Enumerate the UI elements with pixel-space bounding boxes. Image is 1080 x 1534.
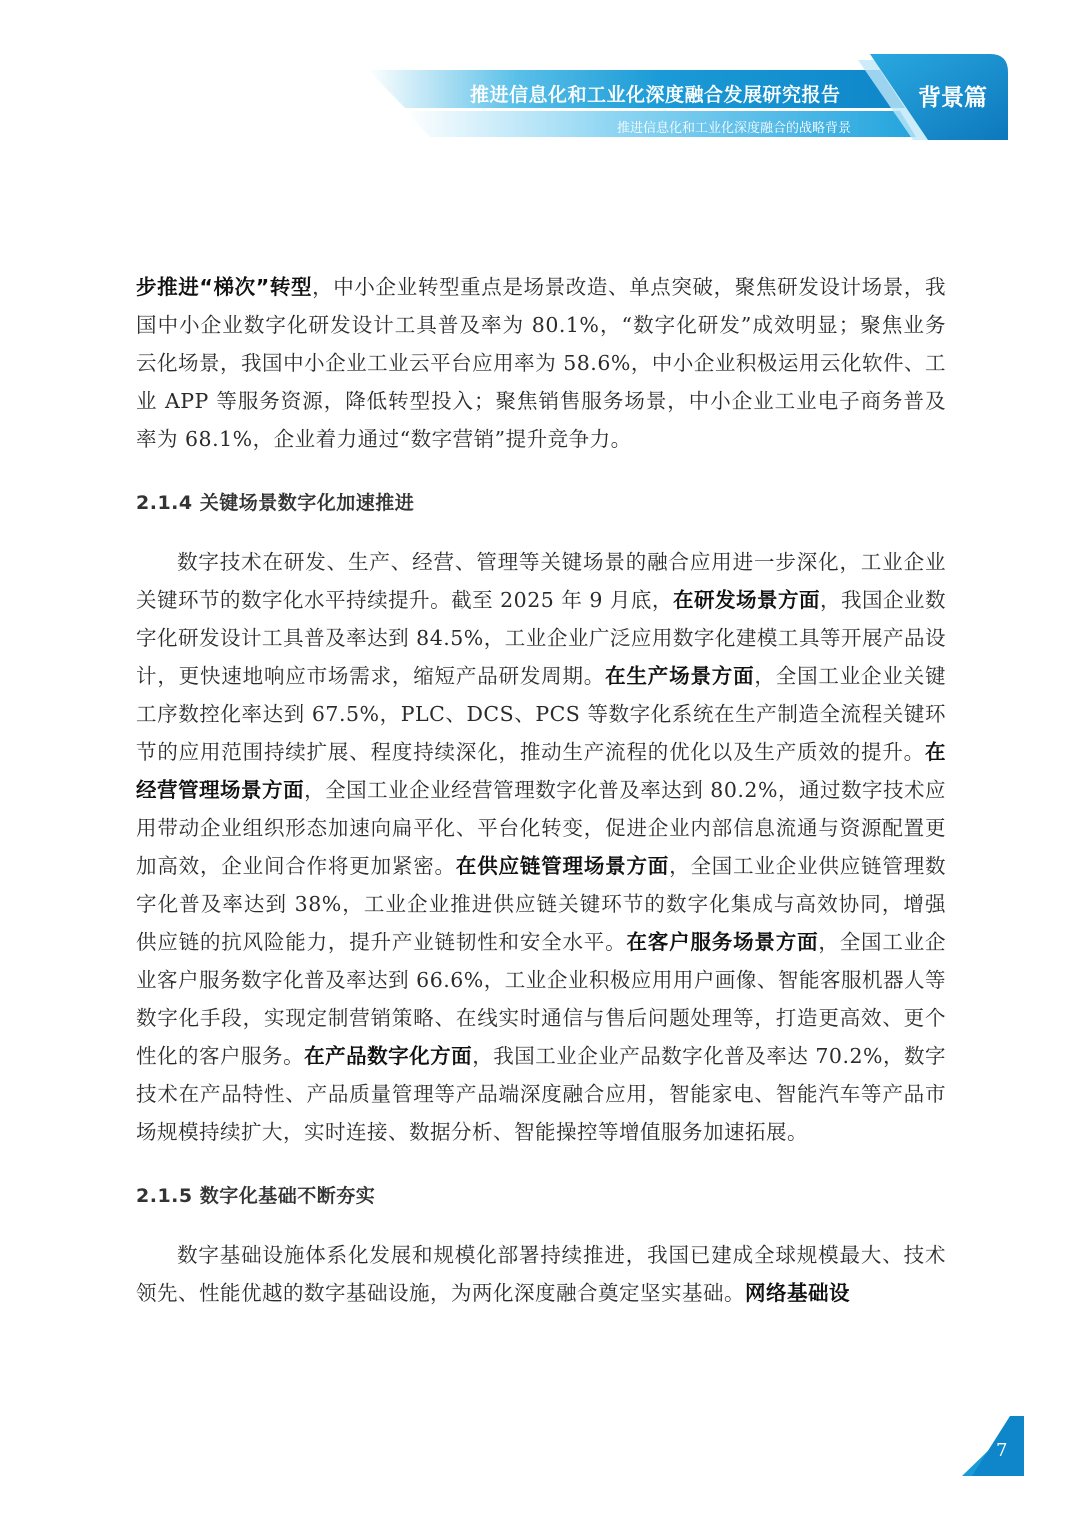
paragraph-text: ，全国工业企业客户服务数字化普及率达到 66.6%，工业企业积极应用用户画像、智能客服机器人等数字化手段，实现定制营销策略、在线实时通信与售后问题处理等，打造更高效、更个性化的客户服务。 bbox=[136, 930, 947, 1068]
chapter-subtitle: 推进信息化和工业化深度融合的战略背景 bbox=[617, 121, 852, 136]
bold-network-infrastructure: 网络基础设 bbox=[745, 1281, 850, 1305]
bold-lead-tiered-transformation: 步推进“梯次”转型 bbox=[136, 275, 313, 299]
section-tab-label: 背景篇 bbox=[918, 85, 987, 111]
paragraph-sme-transformation bbox=[136, 268, 946, 458]
paragraph-text: ，我国工业企业产品数字化普及率达 70.2%，数字技术在产品特性、产品质量管理等产品端深度融合应用，智能家电、智能汽车等产品市场规模持续扩大，实时连接、数据分析、智能操控等增值服务加速拓展。 bbox=[136, 1044, 947, 1144]
page-number-tab bbox=[962, 1416, 1024, 1476]
bold-product-digitization: 在产品数字化方面 bbox=[304, 1044, 473, 1068]
bold-customer-service-scenario: 在客户服务场景方面 bbox=[626, 930, 819, 954]
page-header bbox=[0, 0, 1080, 160]
paragraph-text: ，全国工业企业关键工序数控化率达到 67.5%，PLC、DCS、PCS 等数字化系统在生产制造全流程关键环节的应用范围持续扩展、程度持续深化，推动生产流程的优化以及生产质效的提升。 bbox=[136, 664, 947, 764]
paragraph-text: ，全国工业企业经营管理数字化普及率达到 80.2%，通过数字技术应用带动企业组织形态加速向扁平化、平台化转变，促进企业内部信息流通与资源配置更加高效，企业间合作将更加紧密。 bbox=[136, 778, 947, 878]
paragraph-text: ，中小企业转型重点是场景改造、单点突破，聚焦研发设计场景，我国中小企业数字化研发设计工具普及率为 80.1%，“数字化研发”成效明显；聚焦业务云化场景，我国中小企业工业云平台应用率为 58.6%，中小企业积极运用云化软件、工业 APP 等服务资源，降低转型投入；聚焦销售服务场景，中小企业工业电子商务普及率为 68.1%，企业着力通过“数字营销”提升竞争力。 bbox=[136, 275, 947, 451]
bold-rd-scenario: 在研发场景方面 bbox=[672, 588, 820, 612]
paragraph-digital-infrastructure bbox=[136, 1236, 946, 1312]
paragraph-text: ，我国企业数字化研发设计工具普及率达到 84.5%，工业企业广泛应用数字化建模工具等开展产品设计，更快速地响应市场需求，缩短产品研发周期。 bbox=[136, 588, 947, 688]
section-heading-2-1-5: 2.1.5 数字化基础不断夯实 bbox=[136, 1185, 376, 1207]
paragraph-key-scenarios bbox=[136, 543, 946, 1151]
bold-supply-chain-scenario: 在供应链管理场景方面 bbox=[455, 854, 670, 878]
report-title: 推进信息化和工业化深度融合发展研究报告 bbox=[470, 84, 841, 106]
section-heading-2-1-4: 2.1.4 关键场景数字化加速推进 bbox=[136, 492, 415, 514]
bold-management-scenario: 在经营管理场景方面 bbox=[136, 740, 946, 802]
paragraph-text: 数字基础设施体系化发展和规模化部署持续推进，我国已建成全球规模最大、技术领先、性能优越的数字基础设施，为两化深度融合奠定坚实基础。 bbox=[136, 1243, 946, 1305]
paragraph-text: ，全国工业企业供应链管理数字化普及率达到 38%，工业企业推进供应链关键环节的数字化集成与高效协同，增强供应链的抗风险能力，提升产业链韧性和安全水平。 bbox=[136, 854, 947, 954]
main-content bbox=[136, 268, 946, 1312]
bold-production-scenario: 在生产场景方面 bbox=[605, 664, 755, 688]
page-number: 7 bbox=[996, 1440, 1008, 1461]
paragraph-text: 数字技术在研发、生产、经营、管理等关键场景的融合应用进一步深化，工业企业关键环节的数字化水平持续提升。截至 2025 年 9 月底， bbox=[136, 550, 946, 612]
